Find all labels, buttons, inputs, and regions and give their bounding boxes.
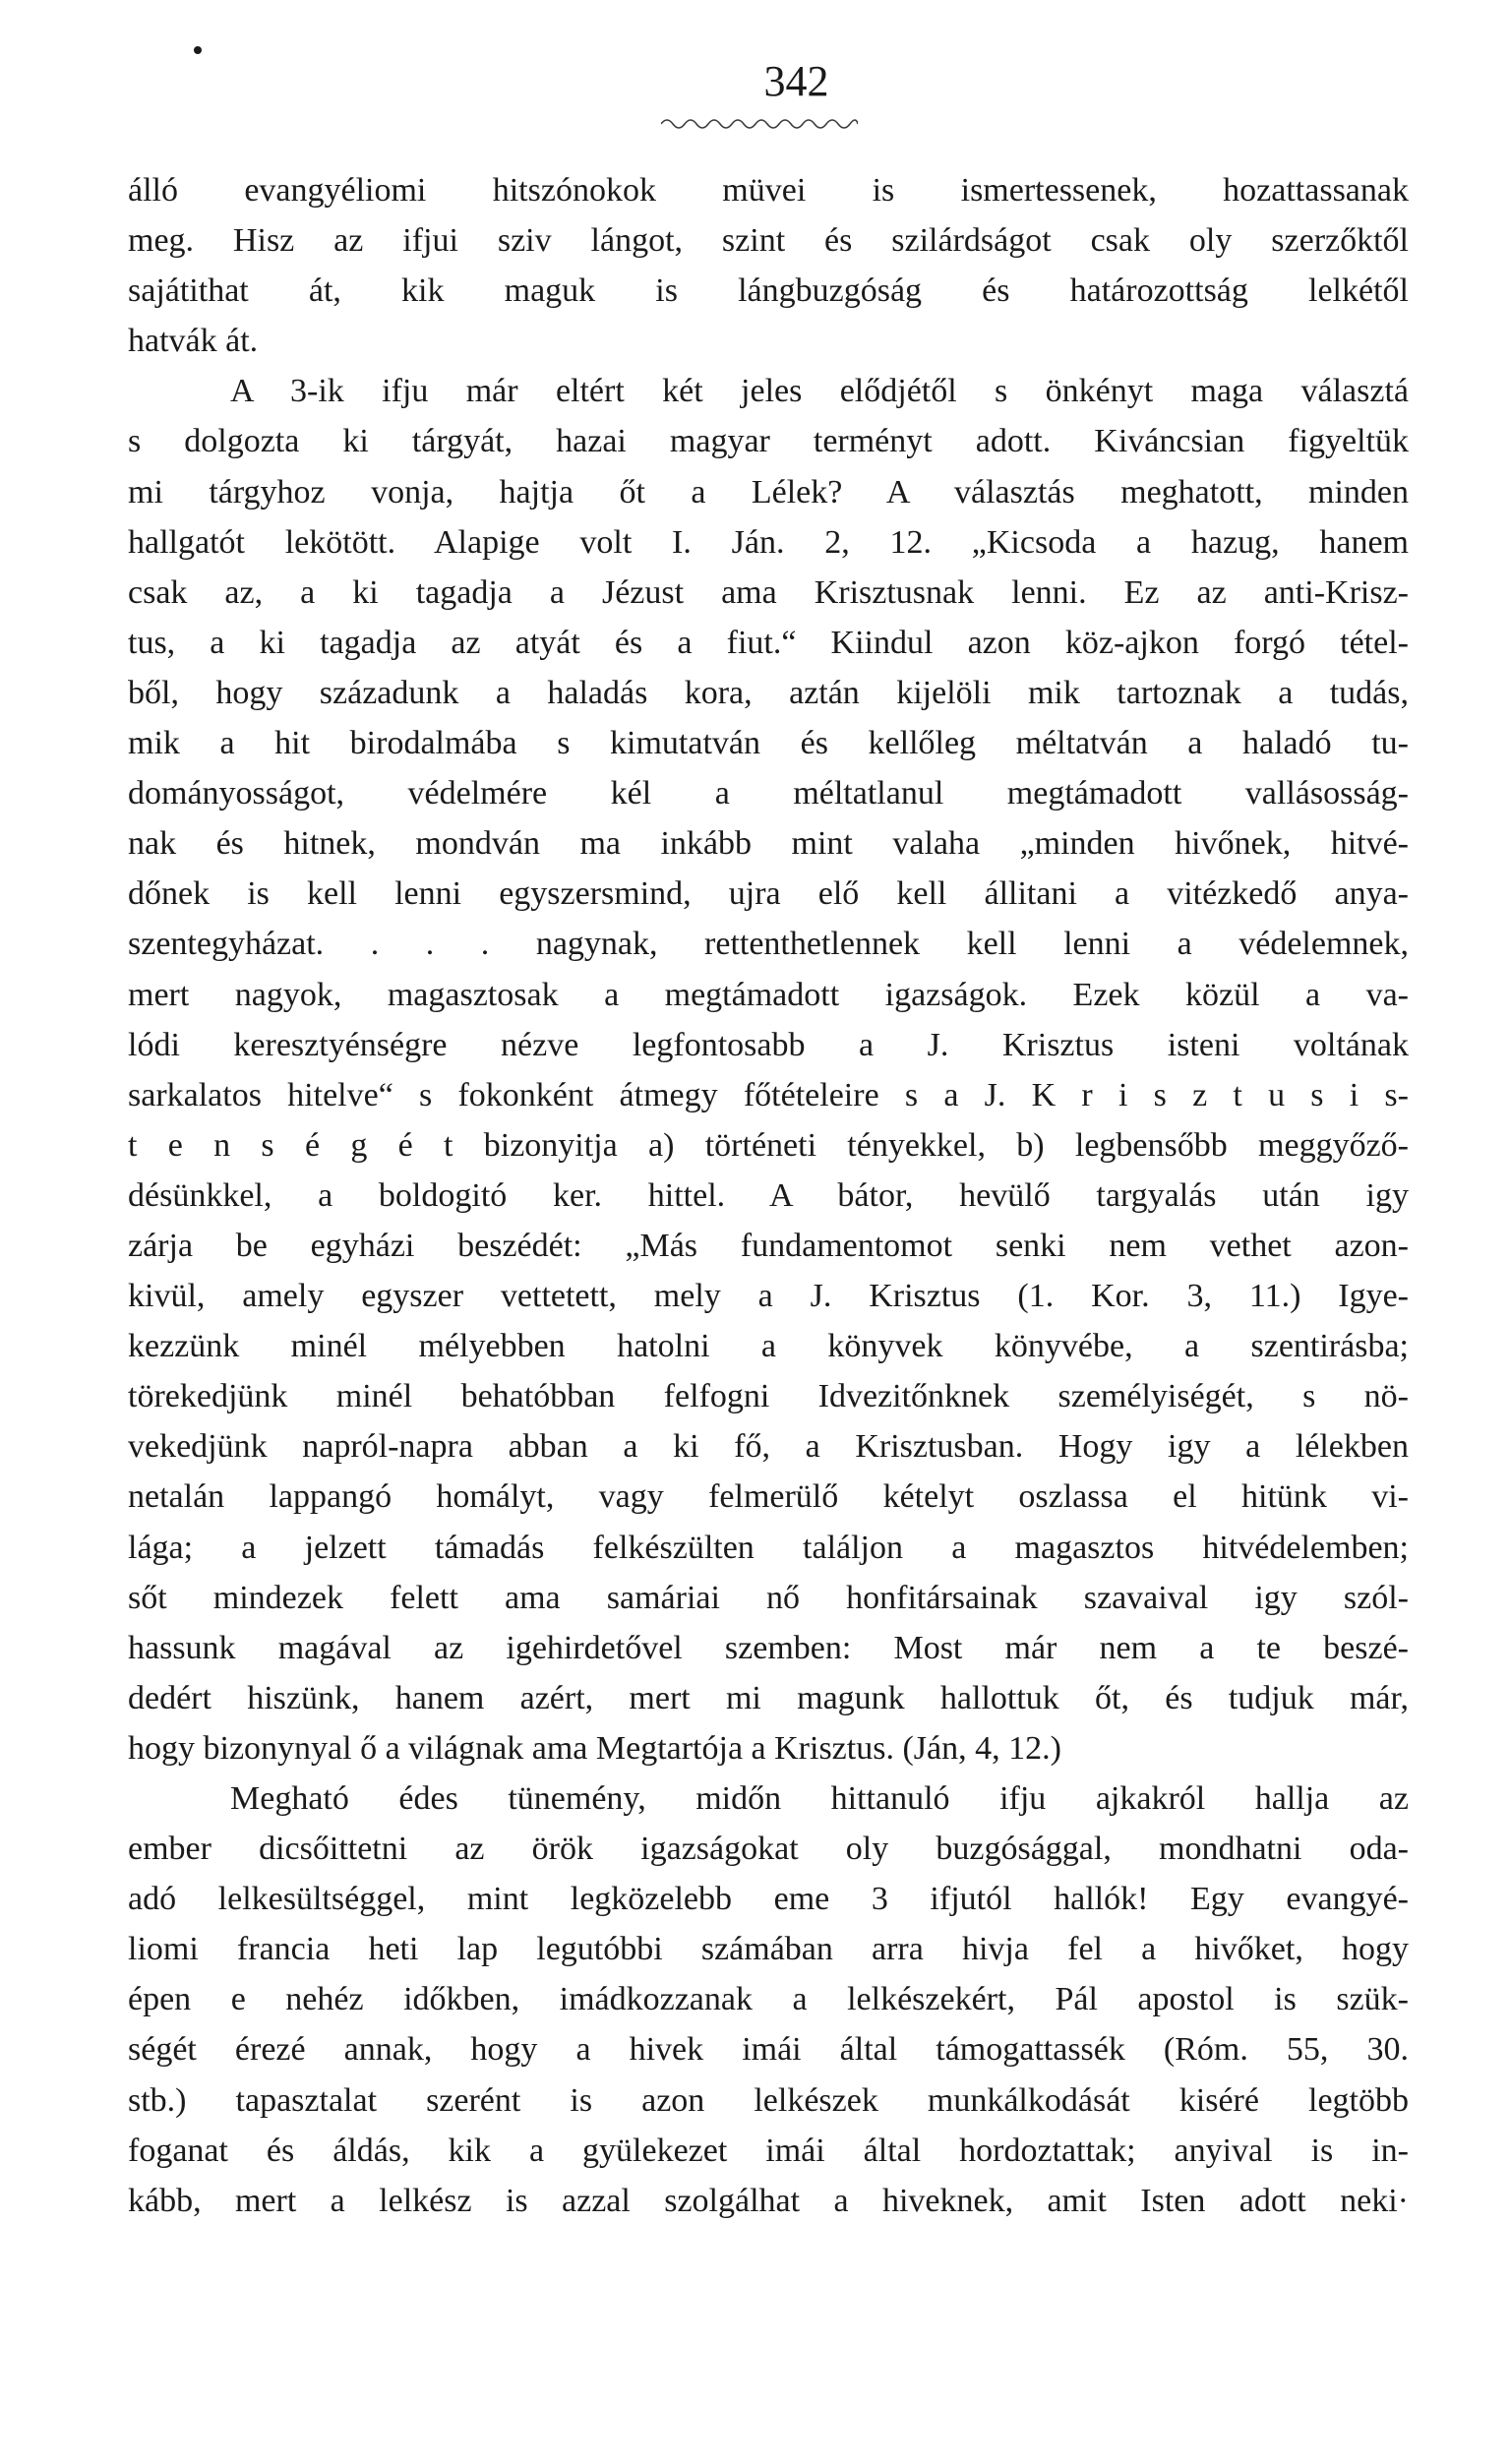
ink-dot-mark: [194, 46, 202, 54]
text-line: dományosságot, védelmére kél a méltatlanul megtámadott vallásosság-: [128, 775, 1409, 812]
text-line: hallgatót lekötött. Alapige volt I. Ján. 2, 12. „Kicsoda a hazug, hanem: [128, 523, 1409, 561]
text-line: sajátithat át, kik maguk is lángbuzgóság és határozottság lelkétől: [128, 272, 1409, 310]
text-line: Megható édes tünemény, midőn hittanuló ifju ajkakról hallja az: [230, 1780, 1409, 1817]
text-line: s dolgozta ki tárgyát, hazai magyar terményt adott. Kiváncsian figyeltük: [128, 423, 1409, 460]
text-line: tus, a ki tagadja az atyát és a fiut.“ Kiindul azon köz-ajkon forgó tétel-: [128, 624, 1409, 661]
text-line: hatvák át.: [128, 323, 259, 360]
text-line: hassunk magával az igehirdetővel szemben: Most már nem a te beszé-: [128, 1629, 1409, 1666]
text-line: adó lelkesültséggel, mint legközelebb eme 3 ifjutól hallók! Egy evangyé-: [128, 1881, 1409, 1918]
text-line: liomi francia heti lap legutóbbi számában arra hivja fel a hivőket, hogy: [128, 1931, 1409, 1968]
page-number: 342: [763, 57, 829, 105]
text-line: csak az, a ki tagadja a Jézust ama Krisztusnak lenni. Ez az anti-Krisz-: [128, 573, 1409, 611]
text-line: ember dicsőittetni az örök igazságokat oly buzgósággal, mondhatni oda-: [128, 1831, 1409, 1868]
text-line: netalán lappangó homályt, vagy felmerülő kételyt oszlassa el hitünk vi-: [128, 1478, 1409, 1516]
body-text: [128, 165, 1409, 2226]
text-line: sőt mindezek felett ama samáriai nő honfitársainak szavaival igy szól-: [128, 1579, 1409, 1616]
text-line: álló evangyéliomi hitszónokok müvei is ismertessenek, hozattassanak: [128, 172, 1409, 209]
text-line: törekedjünk minél behatóbban felfogni Idvezitőnknek személyiségét, s nö-: [128, 1378, 1409, 1415]
text-line: mi tárgyhoz vonja, hajtja őt a Lélek? A választás meghatott, minden: [128, 473, 1409, 511]
text-line: t e n s é g é t bizonyitja a) történeti tényekkel, b) legbensőbb meggyőző-: [128, 1126, 1409, 1164]
wavy-rule-ornament: [661, 114, 858, 134]
text-line: épen e nehéz időkben, imádkozzanak a lelkészekért, Pál apostol is szük-: [128, 1981, 1409, 2018]
text-line: lága; a jelzett támadás felkészülten találjon a magasztos hitvédelemben;: [128, 1529, 1409, 1566]
text-line: mert nagyok, magasztosak a megtámadott igazságok. Ezek közül a va-: [128, 976, 1409, 1013]
text-line: zárja be egyházi beszédét: „Más fundamentomot senki nem vethet azon-: [128, 1227, 1409, 1264]
text-line: ből, hogy századunk a haladás kora, aztán kijelöli mik tartoznak a tudás,: [128, 674, 1409, 711]
text-line: vekedjünk napról-napra abban a ki fő, a Krisztusban. Hogy igy a lélekben: [128, 1428, 1409, 1466]
text-line: sarkalatos hitelve“ s fokonként átmegy főtételeire s a J. K r i s z t u s i s-: [128, 1076, 1409, 1113]
text-line: nak és hitnek, mondván ma inkább mint valaha „minden hivőnek, hitvé-: [128, 825, 1409, 863]
text-line: mik a hit birodalmába s kimutatván és kellőleg méltatván a haladó tu-: [128, 725, 1409, 762]
text-line: kezzünk minél mélyebben hatolni a könyvek könyvébe, a szentirásba;: [128, 1328, 1409, 1365]
text-line: A 3-ik ifju már eltért két jeles elődjétől s önkényt maga választá: [230, 373, 1409, 410]
text-line: dőnek is kell lenni egyszersmind, ujra elő kell állitani a vitézkedő anya-: [128, 875, 1409, 913]
text-line: ségét érezé annak, hogy a hivek imái által támogattassék (Róm. 55, 30.: [128, 2031, 1409, 2069]
text-line: foganat és áldás, kik a gyülekezet imái által hordoztattak; anyival is in-: [128, 2132, 1409, 2169]
text-line: kább, mert a lelkész is azzal szolgálhat a hiveknek, amit Isten adott neki·: [128, 2182, 1409, 2219]
text-line: szentegyházat. . . . nagynak, rettenthetlennek kell lenni a védelemnek,: [128, 926, 1409, 963]
text-line: dedért hiszünk, hanem azért, mert mi magunk hallottuk őt, és tudjuk már,: [128, 1679, 1409, 1716]
text-line: lódi keresztyénségre nézve legfontosabb a J. Krisztus isteni voltának: [128, 1026, 1409, 1063]
text-line: désünkkel, a boldogitó ker. hittel. A bátor, hevülő targyalás után igy: [128, 1176, 1409, 1214]
text-line: meg. Hisz az ifjui sziv lángot, szint és szilárdságot csak oly szerzőktől: [128, 222, 1409, 260]
text-line: kivül, amely egyszer vettetett, mely a J. Krisztus (1. Kor. 3, 11.) Igye-: [128, 1278, 1409, 1315]
text-line: stb.) tapasztalat szerént is azon lelkészek munkálkodását kiséré legtöbb: [128, 2081, 1409, 2119]
text-line: hogy bizonynyal ő a világnak ama Megtartója a Krisztus. (Ján, 4, 12.): [128, 1729, 1061, 1767]
